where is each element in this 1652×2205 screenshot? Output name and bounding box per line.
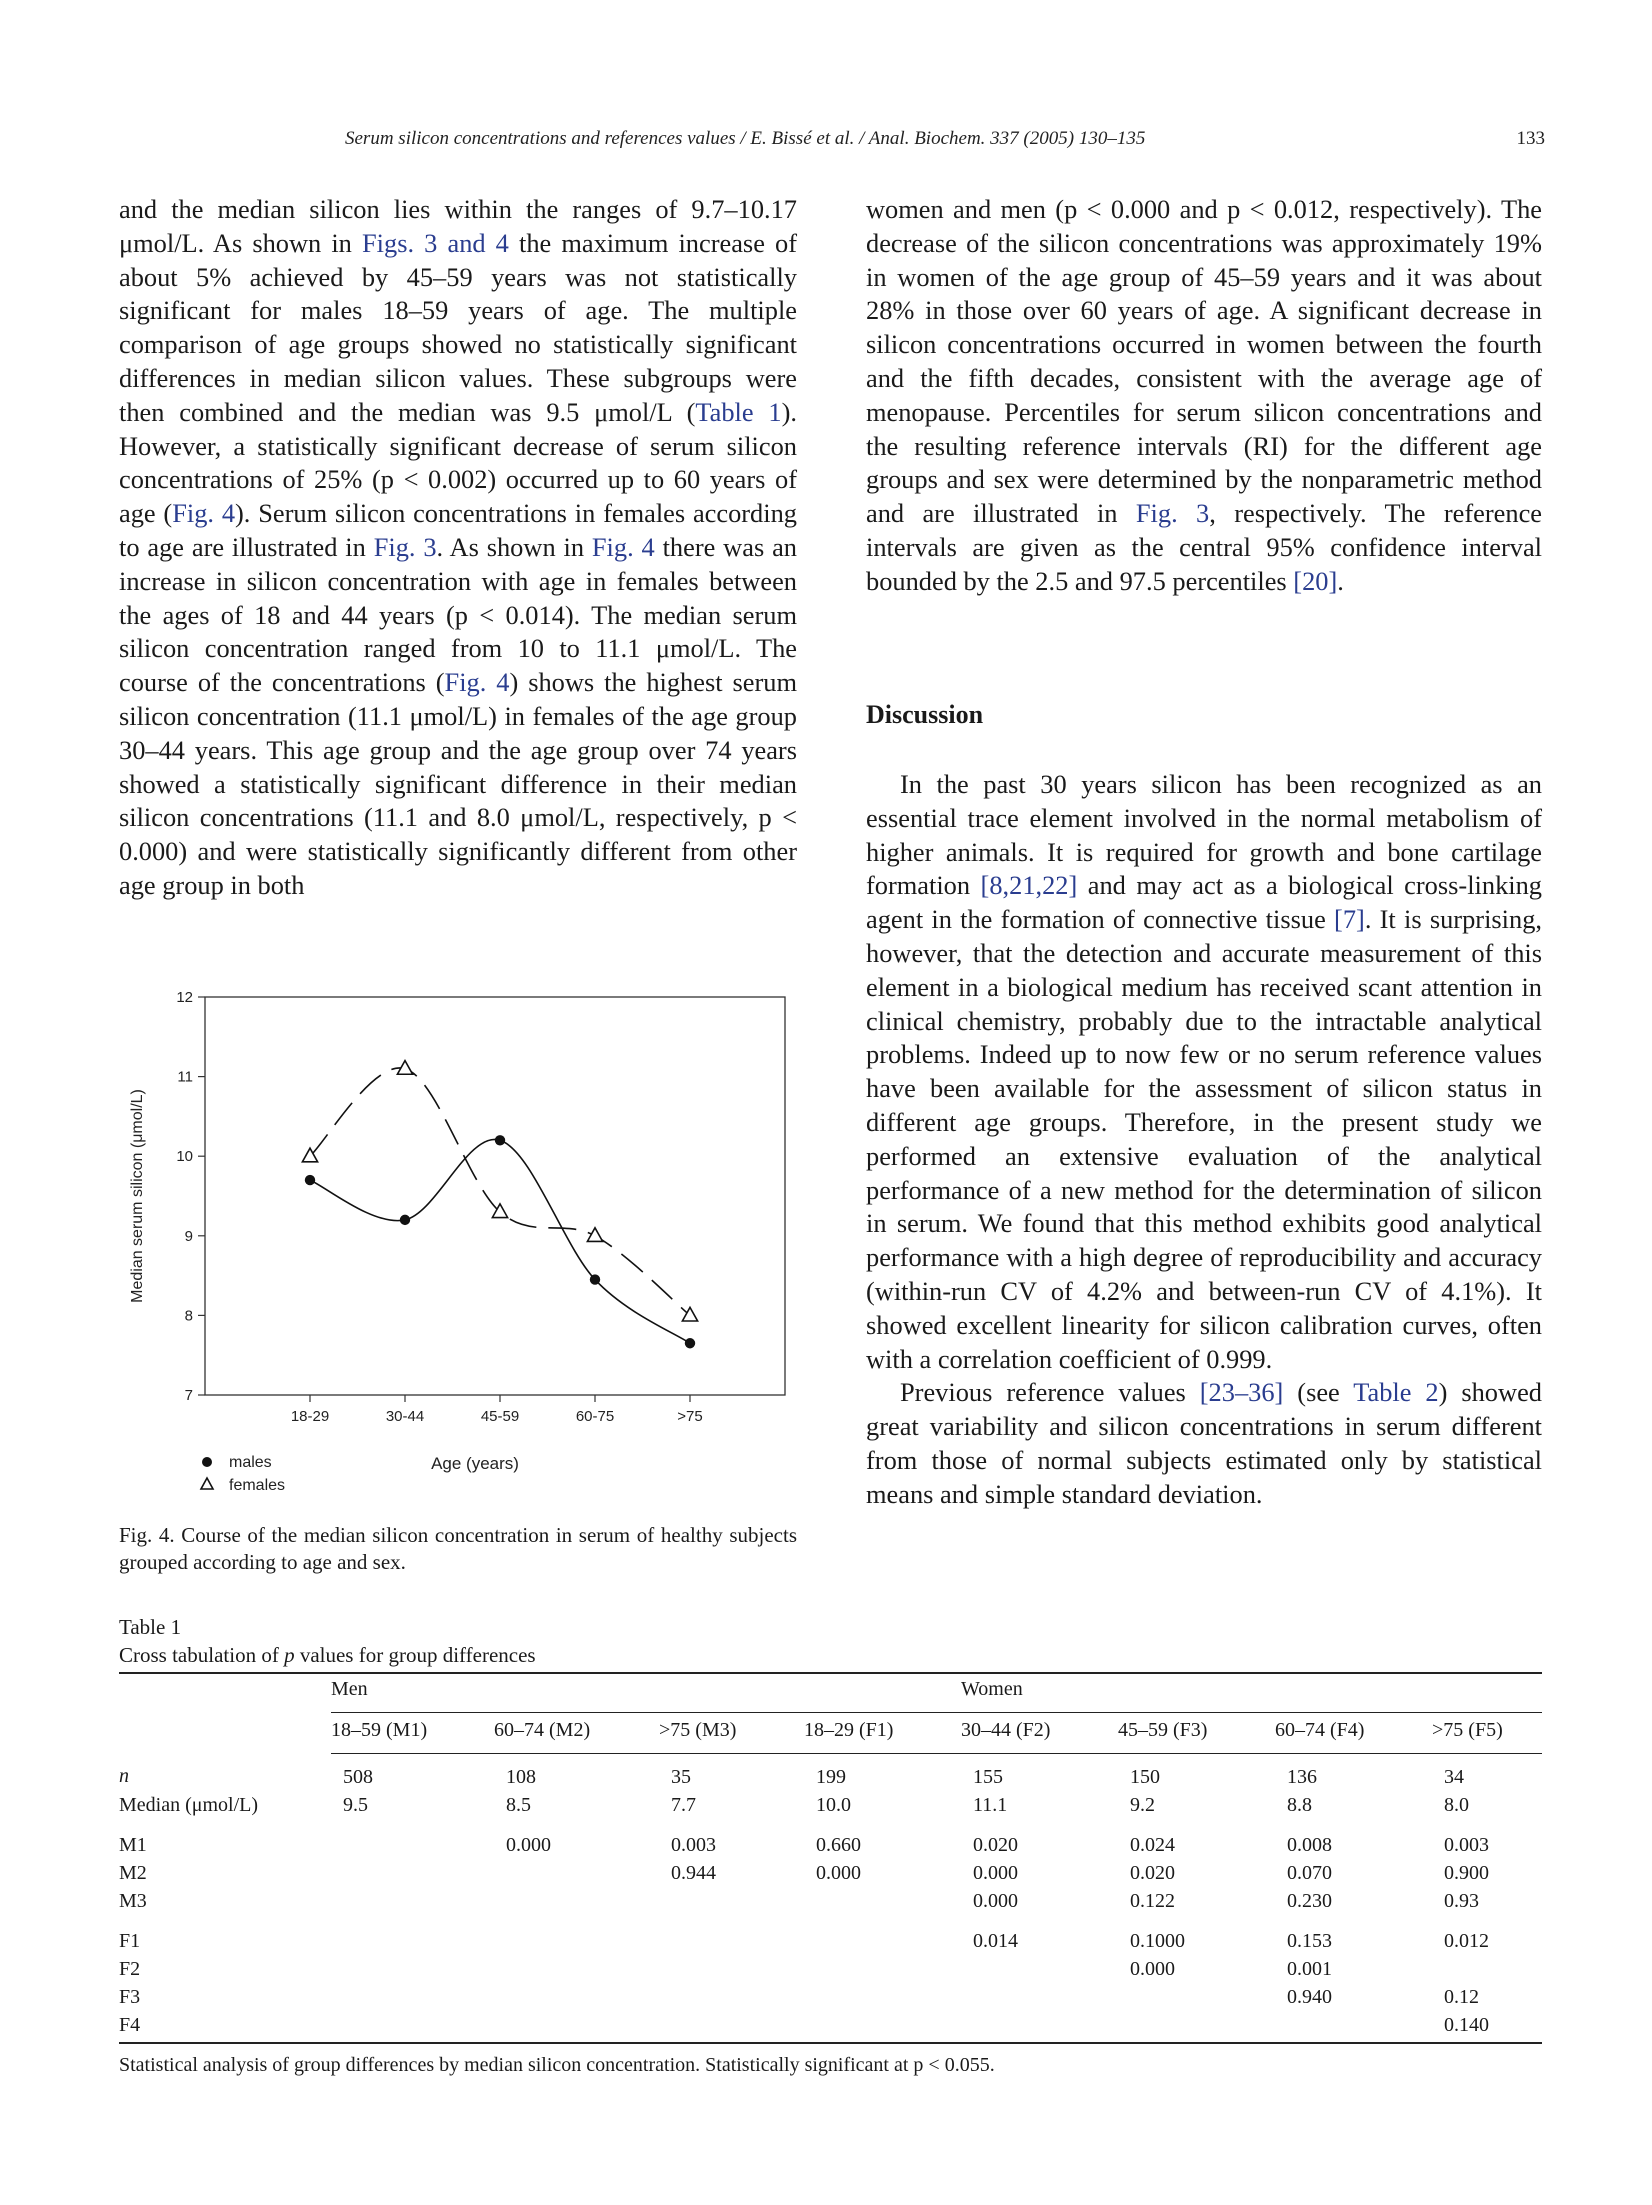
table-cell: 0.024 — [1130, 1833, 1175, 1856]
figure-4 — [105, 975, 805, 1515]
table-cell — [331, 1986, 494, 2014]
table-cell: 7.7 — [671, 1793, 696, 1816]
table-cell: 0.944 — [671, 1861, 716, 1884]
table-cell: 0.000 — [973, 1889, 1018, 1912]
p-value-table — [119, 1672, 1542, 2044]
table-cell: 0.230 — [1287, 1889, 1332, 1912]
table-cell — [659, 1918, 804, 1958]
table-cell: 35 — [671, 1765, 691, 1788]
discussion-heading: Discussion — [866, 700, 984, 729]
legend-label-females: females — [229, 1477, 286, 1494]
legend-marker-females — [201, 1478, 213, 1489]
table-row — [119, 1918, 1542, 1958]
table-row-label: F2 — [119, 1957, 141, 1980]
table-cell: 0.020 — [1130, 1861, 1175, 1884]
figure-reference-link[interactable]: Fig. 4 — [444, 667, 510, 698]
figure-reference-link[interactable]: Fig. 4 — [172, 498, 236, 529]
table-footnote: Statistical analysis of group differences by median silicon concentration. Statistically significant at p < 0.055. — [119, 2054, 995, 2076]
table-cell — [659, 2014, 804, 2043]
table-row — [119, 1986, 1542, 2014]
table-column-header: >75 (F5) — [1432, 1712, 1542, 1753]
table-cell — [961, 1986, 1118, 2014]
table-cell: 9.2 — [1130, 1793, 1155, 1816]
x-tick-label: 45-59 — [480, 1408, 520, 1425]
table-cell: 0.000 — [1130, 1957, 1175, 1980]
discussion-paragraph-2: Previous reference values [23–36] (see Table 2) showed great variability and silicon concentrations in serum different from those of normal subjects estimated only by statistical means and simple standard deviation. — [866, 1377, 1542, 1509]
table-cell — [961, 1958, 1118, 1986]
table-column-header: 60–74 (M2) — [494, 1712, 659, 1753]
table-column-header: >75 (M3) — [659, 1712, 804, 1753]
table-cell: 0.1000 — [1130, 1929, 1185, 1952]
table-cell: 0.012 — [1444, 1929, 1489, 1952]
discussion-text — [866, 768, 1542, 1512]
table-cell: 0.000 — [973, 1861, 1018, 1884]
table-cell — [804, 1918, 961, 1958]
citation-link[interactable]: [7] — [1334, 904, 1365, 935]
table-stub-header — [119, 1673, 331, 1712]
table-cell — [659, 1986, 804, 2014]
table-column-header: 18–59 (M1) — [331, 1712, 494, 1753]
table-cell: 11.1 — [973, 1793, 1008, 1816]
right-column-text — [866, 193, 1542, 599]
table-cell: 8.8 — [1287, 1793, 1312, 1816]
y-tick-label: 12 — [176, 989, 193, 1006]
table-cell: 508 — [343, 1765, 373, 1788]
table-row — [119, 1753, 1542, 1794]
body-paragraph: women and men (p < 0.000 and p < 0.012, respectively). The decrease of the silicon concentrations was approximately 19% in women of the age group of 45–59 years and it was about 28% in those over 60 years of age. A significant decrease in silicon concentrations occurred in women between the fourth and the fifth decades, consistent with the average age of menopause. Percentiles for serum silicon concentrations and the resulting reference intervals (RI) for the different age groups and sex were determined by the nonparametric method and are illustrated in Fig. 3, respectively. The reference intervals are given as the central 95% confidence interval bounded by the 2.5 and 97.5 percentiles [20]. — [866, 194, 1542, 596]
table-cell — [331, 1918, 494, 1958]
x-axis-label: Age (years) — [431, 1454, 519, 1473]
table-cell: 0.014 — [973, 1929, 1018, 1952]
table-cell: 0.000 — [506, 1833, 551, 1856]
data-point-males — [305, 1175, 315, 1185]
line-chart — [105, 975, 805, 1515]
table-cell: 199 — [816, 1765, 846, 1788]
data-point-females — [682, 1307, 697, 1321]
data-point-females — [587, 1228, 602, 1242]
x-tick-label: 30-44 — [385, 1408, 425, 1425]
table-cell — [331, 1890, 494, 1918]
table-row-label: n — [119, 1765, 129, 1787]
table-cell: 0.153 — [1287, 1929, 1332, 1952]
table-cell: 0.003 — [1444, 1833, 1489, 1856]
y-tick-label: 10 — [176, 1148, 193, 1166]
body-paragraph: and the median silicon lies within the ranges of 9.7–10.17 μmol/L. As shown in Figs. 3 and 4 the maximum increase of about 5% achieved by 45–59 years was not statistically significant for males 18–59 years of age. The multiple comparison of age groups showed no statistically significant differences in median silicon values. These subgroups were then combined and the median was 9.5 μmol/L (Table 1). However, a statistically significant decrease of serum silicon concentrations of 25% (p < 0.002) occurred up to 60 years of age (Fig. 4). Serum silicon concentrations in females according to age are illustrated in Fig. 3. As shown in Fig. 4 there was an increase in silicon concentration with age in females between the ages of 18 and 44 years (p < 0.014). The median serum silicon concentration ranged from 10 to 11.1 μmol/L. The course of the concentrations (Fig. 4) shows the highest serum silicon concentration (11.1 μmol/L) in females of the age group 30–44 years. This age group and the age group over 74 years showed a statistically significant difference in their median silicon concentrations (11.1 and 8.0 μmol/L, respectively, p < 0.000) and were statistically significantly different from other age group in both — [119, 194, 797, 900]
citation-link[interactable]: [23–36] — [1199, 1377, 1284, 1408]
table-1 — [119, 1672, 1542, 2044]
table-cell: 155 — [973, 1765, 1003, 1788]
x-tick-label: 60-75 — [575, 1408, 615, 1425]
table-cell — [659, 1958, 804, 1986]
y-tick-label: 8 — [184, 1307, 193, 1325]
table-cell — [804, 2014, 961, 2043]
table-row — [119, 1958, 1542, 1986]
discussion-paragraph-1: In the past 30 years silicon has been recognized as an essential trace element involved in the normal metabolism of higher animals. It is required for growth and bone cartilage formation [8,21,22] and may act as a biological cross-linking agent in the formation of connective tissue [7]. It is surprising, however, that the detection and accurate measurement of this element in a biological medium has received scant attention in clinical chemistry, probably due to the intractable analytical problems. Indeed up to now few or no serum reference values have been available for the assessment of silicon status in different age groups. Therefore, in the present study we performed an extensive evaluation of the analytical performance of a new method for the determination of silicon in serum. We found that this method exhibits good analytical performance with a high degree of reproducibility and accuracy (within-run CV of 4.2% and between-run CV of 4.1%). It showed excellent linearity for silicon calibration curves, often with a correlation coefficient of 0.999. — [866, 769, 1542, 1374]
table-group-women: Women — [961, 1678, 1023, 1700]
data-point-males — [400, 1215, 410, 1225]
table-column-header: 60–74 (F4) — [1275, 1712, 1432, 1753]
table-cell: 0.12 — [1444, 1985, 1479, 2008]
table-cell: 108 — [506, 1765, 536, 1788]
figure-reference-link[interactable]: Fig. 4 — [591, 531, 655, 562]
citation-link[interactable]: [8,21,22] — [980, 870, 1078, 901]
table-reference-link[interactable]: Table 2 — [1353, 1377, 1439, 1408]
table-reference-link[interactable]: Table 1 — [695, 396, 782, 427]
table-cell — [494, 1918, 659, 1958]
table-cell: 0.93 — [1444, 1889, 1479, 1912]
table-row-label: Median (μmol/L) — [119, 1793, 259, 1816]
table-cell — [804, 1958, 961, 1986]
table-column-header: 45–59 (F3) — [1118, 1712, 1275, 1753]
y-tick-label: 7 — [184, 1387, 193, 1404]
table-cell — [804, 1986, 961, 2014]
table-cell: 0.660 — [816, 1833, 861, 1856]
table-cell — [1118, 2014, 1275, 2043]
table-stub-header — [119, 1712, 331, 1753]
table-cell — [804, 1890, 961, 1918]
table-row-label: F4 — [119, 2013, 141, 2036]
table-header-row — [119, 1712, 1542, 1753]
table-cell: 0.140 — [1444, 2013, 1489, 2036]
table-cell: 0.003 — [671, 1833, 716, 1856]
table-cell: 0.020 — [973, 1833, 1018, 1856]
figure-caption: Fig. 4. Course of the median silicon concentration in serum of healthy subjects grouped according to age and sex. — [119, 1523, 797, 1574]
series-line-females — [310, 1068, 690, 1315]
table-cell — [331, 1822, 494, 1862]
table-cell: 0.940 — [1287, 1985, 1332, 2008]
table-cell — [331, 2014, 494, 2043]
table-column-header: 30–44 (F2) — [961, 1712, 1118, 1753]
legend-marker-males — [202, 1457, 212, 1467]
table-row-label: M1 — [119, 1833, 147, 1856]
table-cell — [494, 1862, 659, 1890]
series-line-males — [310, 1139, 690, 1343]
plot-frame — [205, 997, 785, 1395]
table-row — [119, 1862, 1542, 1890]
table-cell: 0.001 — [1287, 1957, 1332, 1980]
y-axis-label: Median serum silicon (μmol/L) — [129, 1089, 146, 1303]
table-group-men: Men — [331, 1678, 368, 1700]
table-column-header: 18–29 (F1) — [804, 1712, 961, 1753]
table-cell — [331, 1862, 494, 1890]
table-cell — [659, 1890, 804, 1918]
table-cell: 0.900 — [1444, 1861, 1489, 1884]
table-row — [119, 1822, 1542, 1862]
table-cell — [494, 1958, 659, 1986]
legend-label-males: males — [229, 1454, 272, 1471]
table-cell: 0.000 — [816, 1861, 861, 1884]
table-row-label: M3 — [119, 1889, 147, 1912]
citation-link[interactable]: [20] — [1293, 565, 1338, 596]
table-cell: 10.0 — [816, 1793, 851, 1816]
table-row — [119, 2014, 1542, 2043]
table-row-label: M2 — [119, 1861, 147, 1884]
figure-reference-link[interactable]: Fig. 3 — [373, 531, 437, 562]
table-label: Table 1 — [119, 1615, 182, 1639]
table-cell — [1118, 1986, 1275, 2014]
y-tick-label: 9 — [184, 1227, 193, 1245]
left-column-text — [119, 193, 797, 903]
table-group-header-row — [119, 1673, 1542, 1712]
x-tick-label: >75 — [677, 1408, 703, 1425]
table-cell — [494, 2014, 659, 2043]
table-row-label: F1 — [119, 1929, 141, 1952]
running-head: Serum silicon concentrations and references values / E. Bissé et al. / Anal. Biochem. 337 (2005) 130–135 — [345, 128, 1146, 149]
table-cell: 9.5 — [343, 1793, 368, 1816]
table-row — [119, 1890, 1542, 1918]
figure-reference-link[interactable]: Figs. 3 and 4 — [362, 227, 509, 258]
table-cell: 8.5 — [506, 1793, 531, 1816]
x-tick-label: 18-29 — [290, 1408, 330, 1425]
table-cell — [1275, 2014, 1432, 2043]
table-cell: 8.0 — [1444, 1793, 1469, 1816]
figure-reference-link[interactable]: Fig. 3 — [1135, 498, 1210, 529]
table-cell: 0.070 — [1287, 1861, 1332, 1884]
table-cell — [961, 2014, 1118, 2043]
table-cell: 34 — [1444, 1765, 1464, 1788]
page-number: 133 — [1516, 128, 1545, 149]
table-row — [119, 1794, 1542, 1822]
table-cell — [494, 1890, 659, 1918]
data-point-males — [495, 1135, 505, 1145]
table-cell — [494, 1986, 659, 2014]
data-point-males — [590, 1274, 600, 1284]
table-cell: 136 — [1287, 1765, 1317, 1788]
table-cell — [1432, 1958, 1542, 1986]
table-cell: 0.008 — [1287, 1833, 1332, 1856]
table-cell — [331, 1958, 494, 1986]
table-cell: 150 — [1130, 1765, 1160, 1788]
table-cell: 0.122 — [1130, 1889, 1175, 1912]
y-tick-label: 11 — [177, 1068, 193, 1086]
table-row-label: F3 — [119, 1985, 141, 2008]
table-title: Cross tabulation of p values for group differences — [119, 1643, 536, 1667]
data-point-males — [685, 1338, 695, 1348]
